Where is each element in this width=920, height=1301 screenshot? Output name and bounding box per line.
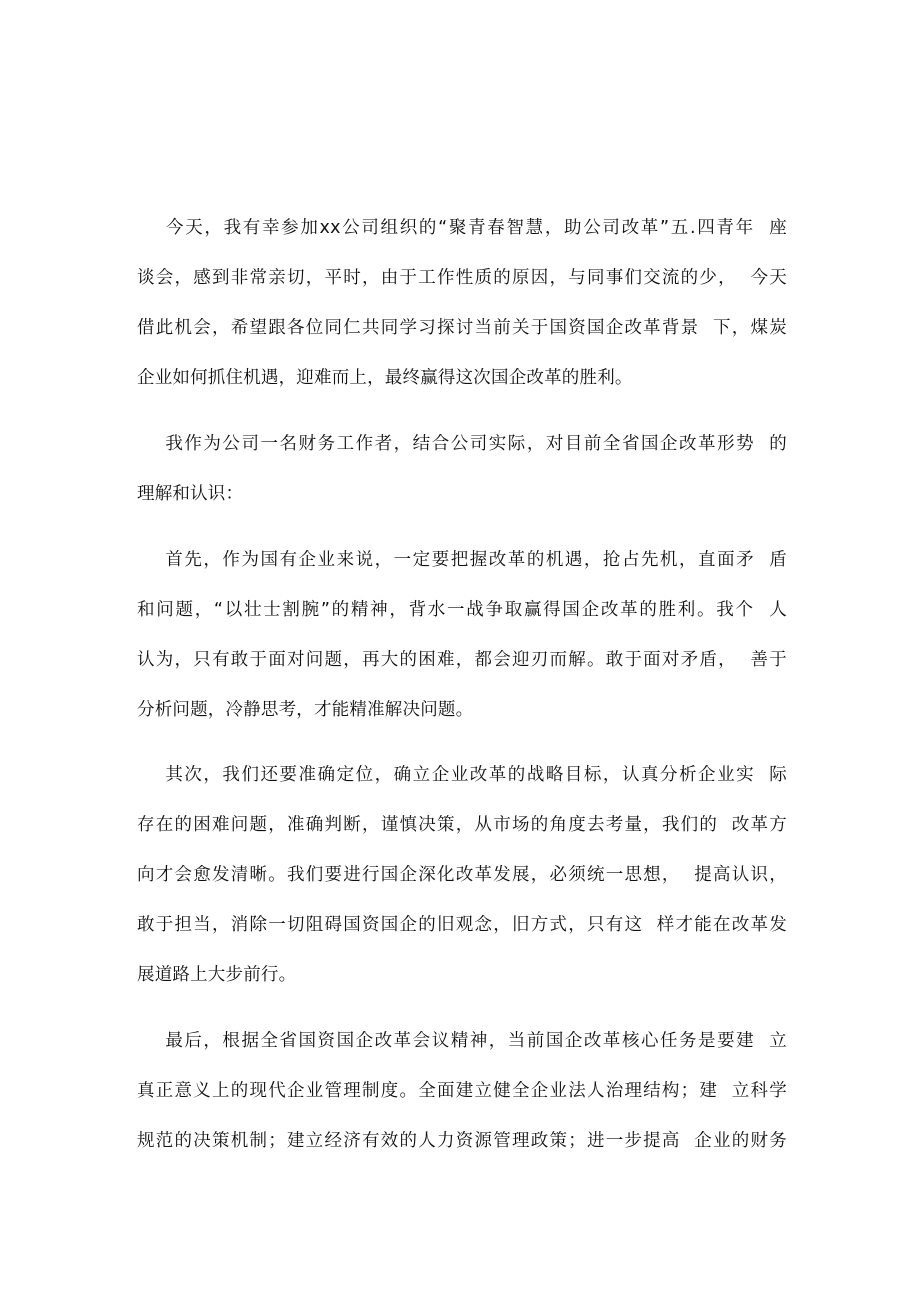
- paragraph-3-line-1: 首先，作为国有企业来说，一定要把握改革的机遇，抢占先机，直面矛 盾: [137, 550, 787, 570]
- paragraph-4-line-3: 向才会愈发清晰。我们要进行国企深化改革发展，必须统一思想， 提高认识，: [137, 865, 787, 885]
- paragraph-4-line-2: 存在的困难问题，准确判断，谨慎决策，从市场的角度去考量，我们的 改革方: [137, 815, 787, 835]
- paragraph-3-line-3: 认为，只有敢于面对问题，再大的困难，都会迎刃而解。敢于面对矛盾， 善于: [137, 650, 787, 670]
- paragraph-1-line-1: 今天，我有幸参加xx公司组织的“聚青春智慧，助公司改革”五.四青年 座: [137, 218, 787, 238]
- paragraph-4-line-4: 敢于担当，消除一切阻碍国资国企的旧观念，旧方式，只有这 样才能在改革发: [137, 915, 787, 935]
- paragraph-2-line-1: 我作为公司一名财务工作者，结合公司实际，对目前全省国企改革形势 的: [137, 434, 787, 454]
- paragraph-5-line-2: 真正意义上的现代企业管理制度。全面建立健全企业法人治理结构；建 立科学: [137, 1081, 787, 1101]
- paragraph-1-line-2: 谈会，感到非常亲切，平时，由于工作性质的原因，与同事们交流的少， 今天: [137, 268, 787, 288]
- paragraph-5-line-1: 最后，根据全省国资国企改革会议精神，当前国企改革核心任务是要建 立: [137, 1031, 787, 1051]
- paragraph-2-line-2: 理解和认识：: [137, 484, 244, 504]
- paragraph-3-line-4: 分析问题，冷静思考，才能精准解决问题。: [137, 700, 474, 720]
- paragraph-1-line-4: 企业如何抓住机遇，迎难而上，最终赢得这次国企改革的胜利。: [137, 368, 633, 388]
- paragraph-5-line-3: 规范的决策机制；建立经济有效的人力资源管理政策；进一步提高 企业的财务: [137, 1131, 787, 1151]
- paragraph-4-line-5: 展道路上大步前行。: [137, 965, 297, 985]
- paragraph-3-line-2: 和问题，“以壮士割腕”的精神，背水一战争取赢得国企改革的胜利。我个 人: [137, 600, 787, 620]
- paragraph-1-line-3: 借此机会，希望跟各位同仁共同学习探讨当前关于国资国企改革背景 下，煤炭: [137, 318, 787, 338]
- paragraph-4-line-1: 其次，我们还要准确定位，确立企业改革的战略目标，认真分析企业实 际: [137, 765, 787, 785]
